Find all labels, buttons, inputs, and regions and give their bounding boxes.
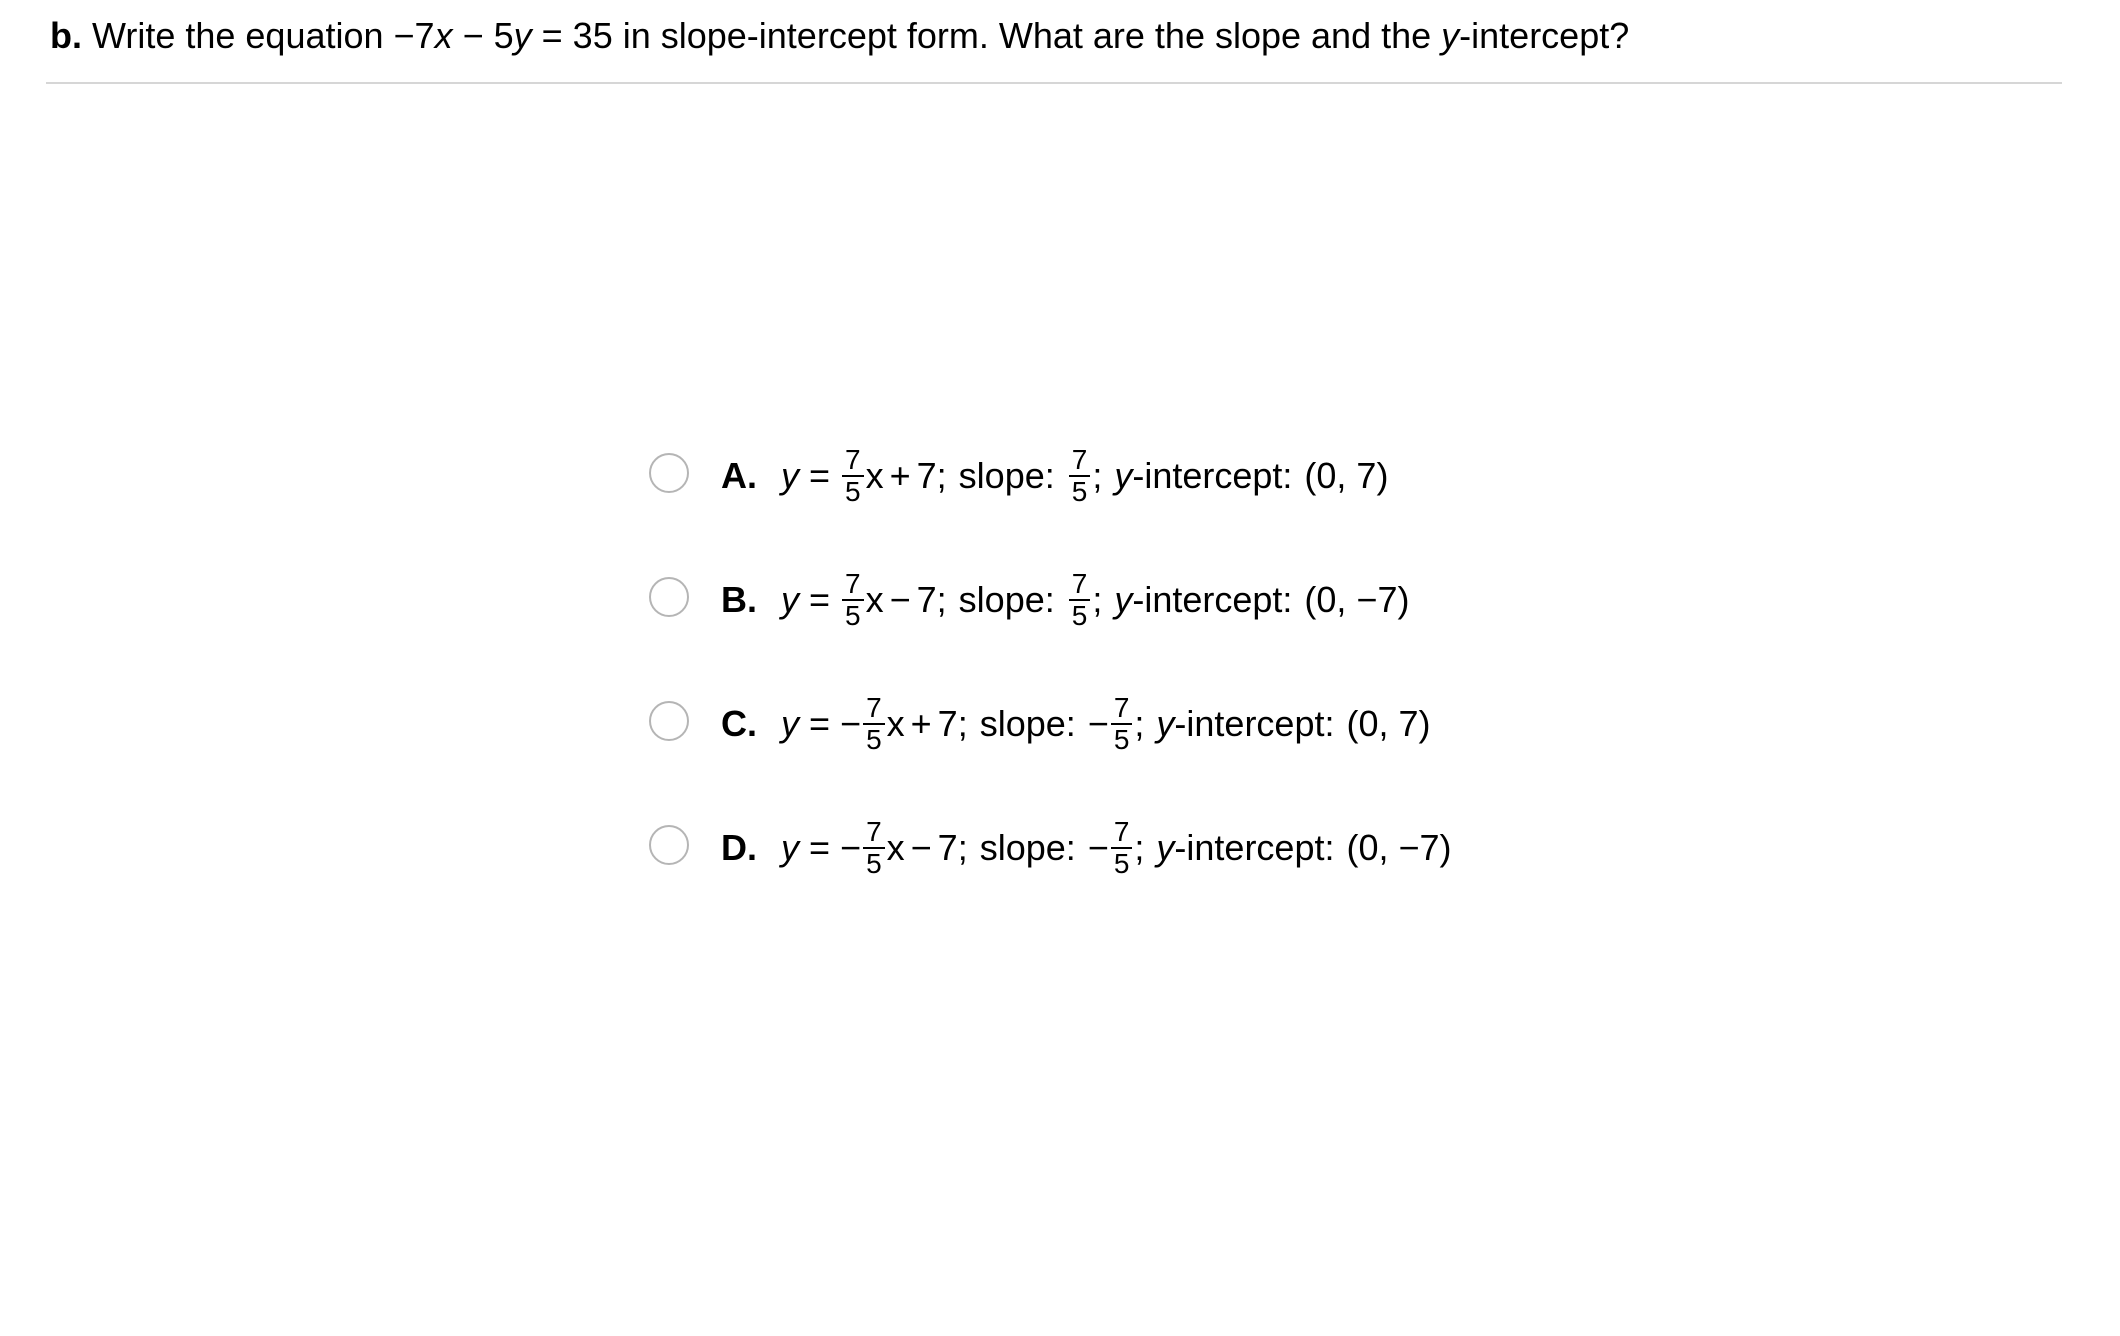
frac-numerator: 7: [1069, 570, 1091, 601]
frac-denominator: 5: [845, 476, 861, 507]
operator: −: [910, 827, 932, 868]
intercept-var: y: [1156, 703, 1175, 744]
frac-numerator: 7: [842, 570, 864, 601]
option-d-content[interactable]: [721, 816, 1452, 879]
frac-numerator: 7: [842, 446, 864, 477]
x-var: x: [886, 703, 905, 744]
intercept-var: y: [1156, 827, 1175, 868]
option-b-radio[interactable]: [649, 577, 689, 617]
intercept-value: (0, −7): [1346, 827, 1452, 868]
x-var: x: [865, 579, 884, 620]
question-text-4: -intercept?: [1459, 15, 1630, 56]
frac-denominator: 5: [1113, 848, 1130, 879]
question-var-y: y: [513, 15, 532, 56]
slope-label: slope:: [979, 703, 1076, 744]
intercept-value: (0, 7): [1304, 455, 1389, 496]
frac-denominator: 5: [845, 600, 861, 631]
question-part-label: b.: [50, 15, 82, 56]
frac-denominator: 5: [1071, 476, 1088, 507]
coef-sign: −: [840, 827, 862, 868]
intercept-label: -intercept:: [1132, 455, 1293, 496]
option-letter: D.: [721, 827, 757, 868]
operator: +: [910, 703, 932, 744]
lhs-var: y: [781, 703, 799, 744]
slope-fraction: [1069, 446, 1091, 506]
intercept-var: y: [1114, 579, 1133, 620]
slope-label: slope:: [958, 579, 1055, 620]
option-c-radio[interactable]: [649, 701, 689, 741]
intercept-value: (0, −7): [1304, 579, 1410, 620]
option-letter: A.: [721, 455, 757, 496]
separator: ;: [1092, 455, 1103, 496]
equals-sign: =: [809, 703, 831, 744]
frac-numerator: 7: [1069, 446, 1091, 477]
question-var-x: x: [434, 15, 453, 56]
coef-fraction: [863, 818, 885, 878]
slope-sign: −: [1087, 703, 1109, 744]
equals-sign: =: [809, 827, 831, 868]
slope-fraction: [1111, 694, 1133, 754]
x-var: x: [886, 827, 905, 868]
option-letter: B.: [721, 579, 757, 620]
slope-label: slope:: [958, 455, 1055, 496]
coef-sign: −: [840, 703, 862, 744]
frac-numerator: 7: [1111, 818, 1133, 849]
frac-numerator: 7: [863, 818, 885, 849]
equals-sign: =: [809, 455, 831, 496]
constant: 7;: [916, 455, 947, 496]
question-text: [50, 12, 1629, 60]
frac-denominator: 5: [1071, 600, 1088, 631]
lhs-var: y: [781, 455, 799, 496]
frac-numerator: 7: [863, 694, 885, 725]
separator: ;: [1092, 579, 1103, 620]
x-var: x: [865, 455, 884, 496]
option-a-radio[interactable]: [649, 453, 689, 493]
question-divider: [46, 82, 2062, 84]
option-b-content[interactable]: [721, 568, 1410, 631]
frac-numerator: 7: [1111, 694, 1133, 725]
question-text-1: Write the equation −7: [92, 15, 435, 56]
slope-fraction: [1111, 818, 1133, 878]
frac-denominator: 5: [1113, 724, 1130, 755]
separator: ;: [1134, 703, 1145, 744]
coef-fraction: [863, 694, 885, 754]
equals-sign: =: [809, 579, 831, 620]
lhs-var: y: [781, 579, 799, 620]
option-a-content[interactable]: [721, 444, 1389, 507]
intercept-var: y: [1114, 455, 1133, 496]
question-text-2: − 5: [452, 15, 514, 56]
option-c-content[interactable]: [721, 692, 1431, 755]
slope-label: slope:: [979, 827, 1076, 868]
separator: ;: [1134, 827, 1145, 868]
frac-denominator: 5: [866, 848, 882, 879]
constant: 7;: [916, 579, 947, 620]
intercept-label: -intercept:: [1174, 703, 1335, 744]
lhs-var: y: [781, 827, 799, 868]
option-d-radio[interactable]: [649, 825, 689, 865]
slope-fraction: [1069, 570, 1091, 630]
coef-fraction: [842, 446, 864, 506]
intercept-label: -intercept:: [1132, 579, 1293, 620]
operator: +: [889, 455, 911, 496]
constant: 7;: [937, 827, 968, 868]
operator: −: [889, 579, 911, 620]
question-var-y2: y: [1441, 15, 1460, 56]
coef-fraction: [842, 570, 864, 630]
frac-denominator: 5: [866, 724, 882, 755]
question-text-3: = 35 in slope-intercept form. What are the slope and the: [531, 15, 1442, 56]
intercept-value: (0, 7): [1346, 703, 1431, 744]
slope-sign: −: [1087, 827, 1109, 868]
intercept-label: -intercept:: [1174, 827, 1335, 868]
option-letter: C.: [721, 703, 757, 744]
constant: 7;: [937, 703, 968, 744]
